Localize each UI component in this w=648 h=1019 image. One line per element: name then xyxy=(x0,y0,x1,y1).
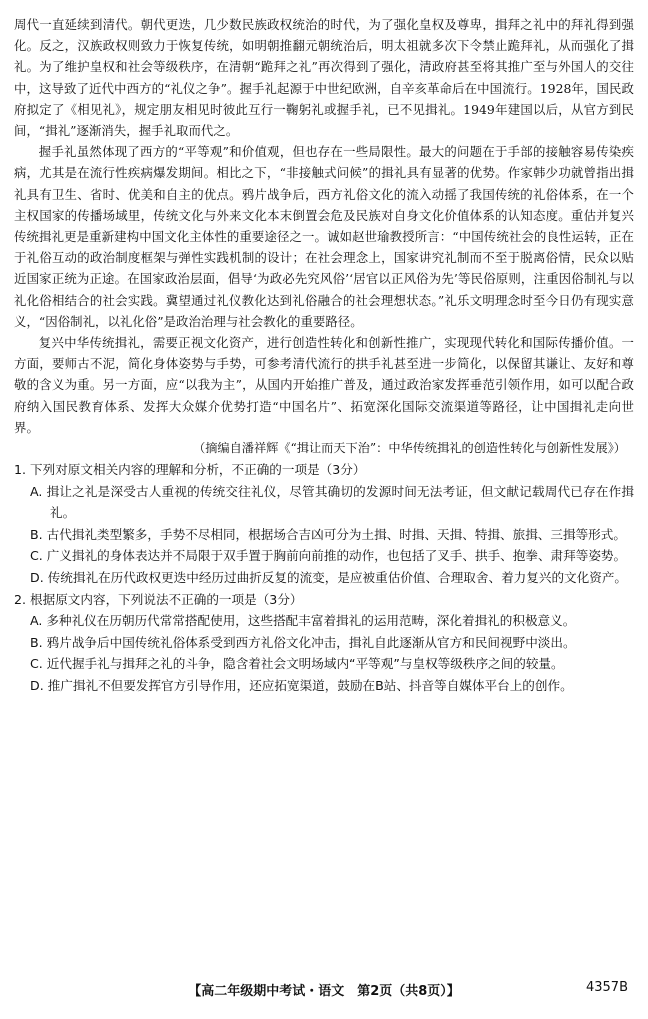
page-footer xyxy=(0,980,648,999)
passage-source: （摘编自潘祥辉《“揖让而天下治”：中华传统揖礼的创造性转化与创新性发展》） xyxy=(193,441,626,456)
question-2-option-b[interactable]: B. 鸦片战争后中国传统礼俗体系受到西方礼俗文化冲击，揖礼自此逐渐从官方和民间视野中淡出。 xyxy=(30,634,576,650)
question-1-option-d[interactable]: D. 传统揖礼在历代政权更迭中经历过曲折反复的流变，是应被重估价值、合理取舍、着力复兴的文化资产。 xyxy=(30,570,628,586)
question-1-option-c[interactable]: C. 广义揖礼的身体表达并不局限于双手置于胸前向前推的动作，也包括了叉手、拱手、抱拳、肃拜等姿势。 xyxy=(30,548,627,564)
passage-paragraph-2: 握手礼虽然体现了西方的“平等观”和价值观，但也存在一些局限性。最大的问题在于手部的接触容易传染疾病，尤其是在流行性疾病爆发期间。相比之下，“非接触式问候”的揖礼具有显著的优势。作家韩少功就曾指出揖礼具有卫生、省时、优美和自主的优点。鸦片战争后，西方礼俗文化的流入动摇了我国传统的礼俗体系，在一个主权国家的传播场域里，传统文化与外来文化本末倒置会危及民族对自身文化价值体系的认知态度。重估并复兴传统揖礼更是重新建构中国文化主体性的重要途径之一。诚如赵世瑜教授所言：“中国传统社会的良性运转，正在于礼俗互动的政治制度框架与弹性实践机制的设计；在社会理念上，国家讲究礼制而不至于脱离俗情，民众以贴近国家正统为正途。在国家政治层面，倡导‘为政必先究风俗’‘居官以正风俗为先’等民俗原则，注重因俗制礼与以礼化俗相结合的社会实践。冀望通过礼仪教化达到礼俗融合的社会理想状态。”礼乐文明理念时至今日仍有现实意义，“因俗制礼，以礼化俗”是政治治理与社会教化的重要路径。 xyxy=(14,144,634,329)
question-2-option-a[interactable]: A. 多种礼仪在历朝历代常常搭配使用，这些搭配丰富着揖礼的运用范畴，深化着揖礼的积极意义。 xyxy=(30,613,576,629)
passage-paragraph-3: 复兴中华传统揖礼，需要正视文化资产，进行创造性转化和创新性推广，实现现代转化和国际传播价值。一方面，要师古不泥，简化身体姿势与手势，可参考清代流行的拱手礼甚至进一步简化，以保留其谦让、友好和尊敬的含义为重。另一方面，应“以我为主”，从国内开始推广普及，通过政治家发挥垂范引领作用，如可以配合政府纳入国民教育体系、发挥大众媒介优势打造“中国名片”、拓宽深化国际交流渠道等路径，让中国揖礼走向世界。 xyxy=(14,335,634,435)
footer-code: 4357B xyxy=(585,980,628,995)
footer-label: 【高二年级期中考试・语文 第2页（共8页）】 xyxy=(188,984,460,999)
question-1-option-a[interactable]: A. 揖让之礼是深受古人重视的传统交往礼仪，尽管其确切的发源时间无法考证，但文献记载周代已存在作揖礼。 xyxy=(30,483,634,521)
question-2-stem: 2. 根据原文内容，下列说法不正确的一项是（3分） xyxy=(14,591,303,607)
question-1 xyxy=(14,459,634,589)
question-1-option-b[interactable]: B. 古代揖礼类型繁多，手势不尽相同，根据场合吉凶可分为土揖、时揖、天揖、特揖、旅揖、三揖等形式。 xyxy=(30,526,626,542)
question-2-option-c[interactable]: C. 近代握手礼与揖拜之礼的斗争，隐含着社会文明场域内“平等观”与皇权等级秩序之间的较量。 xyxy=(30,656,564,672)
question-2-option-d[interactable]: D. 推广揖礼不但要发挥官方引导作用，还应拓宽渠道，鼓励在B站、抖音等自媒体平台上的创作。 xyxy=(30,678,573,693)
question-2 xyxy=(14,589,634,697)
question-1-stem: 1. 下列对原文相关内容的理解和分析，不正确的一项是（3分） xyxy=(14,462,366,478)
passage-paragraph-1: 周代一直延续到清代。朝代更迭，几少数民族政权统治的时代，为了强化皇权及尊卑，揖拜之礼中的拜礼得到强化。反之，汉族政权则致力于恢复传统，如明朝推翻元朝统治后，明太祖就多次下令禁止跪拜礼，从而强化了揖礼。为了维护皇权和社会等级秩序，在清朝“跪拜之礼”再次得到了强化，清政府甚至将其推广至与外国人的交往中，这导致了近代中西方的“礼仪之争”。握手礼起源于中世纪欧洲，自辛亥革命后在中国流行。1928年，国民政府拟定了《相见礼》，规定朋友相见时彼此互行一鞠躬礼或握手礼，已不见揖礼。1949年建国以后，从官方到民间，“揖礼”逐渐消失，握手礼取而代之。 xyxy=(14,17,634,139)
